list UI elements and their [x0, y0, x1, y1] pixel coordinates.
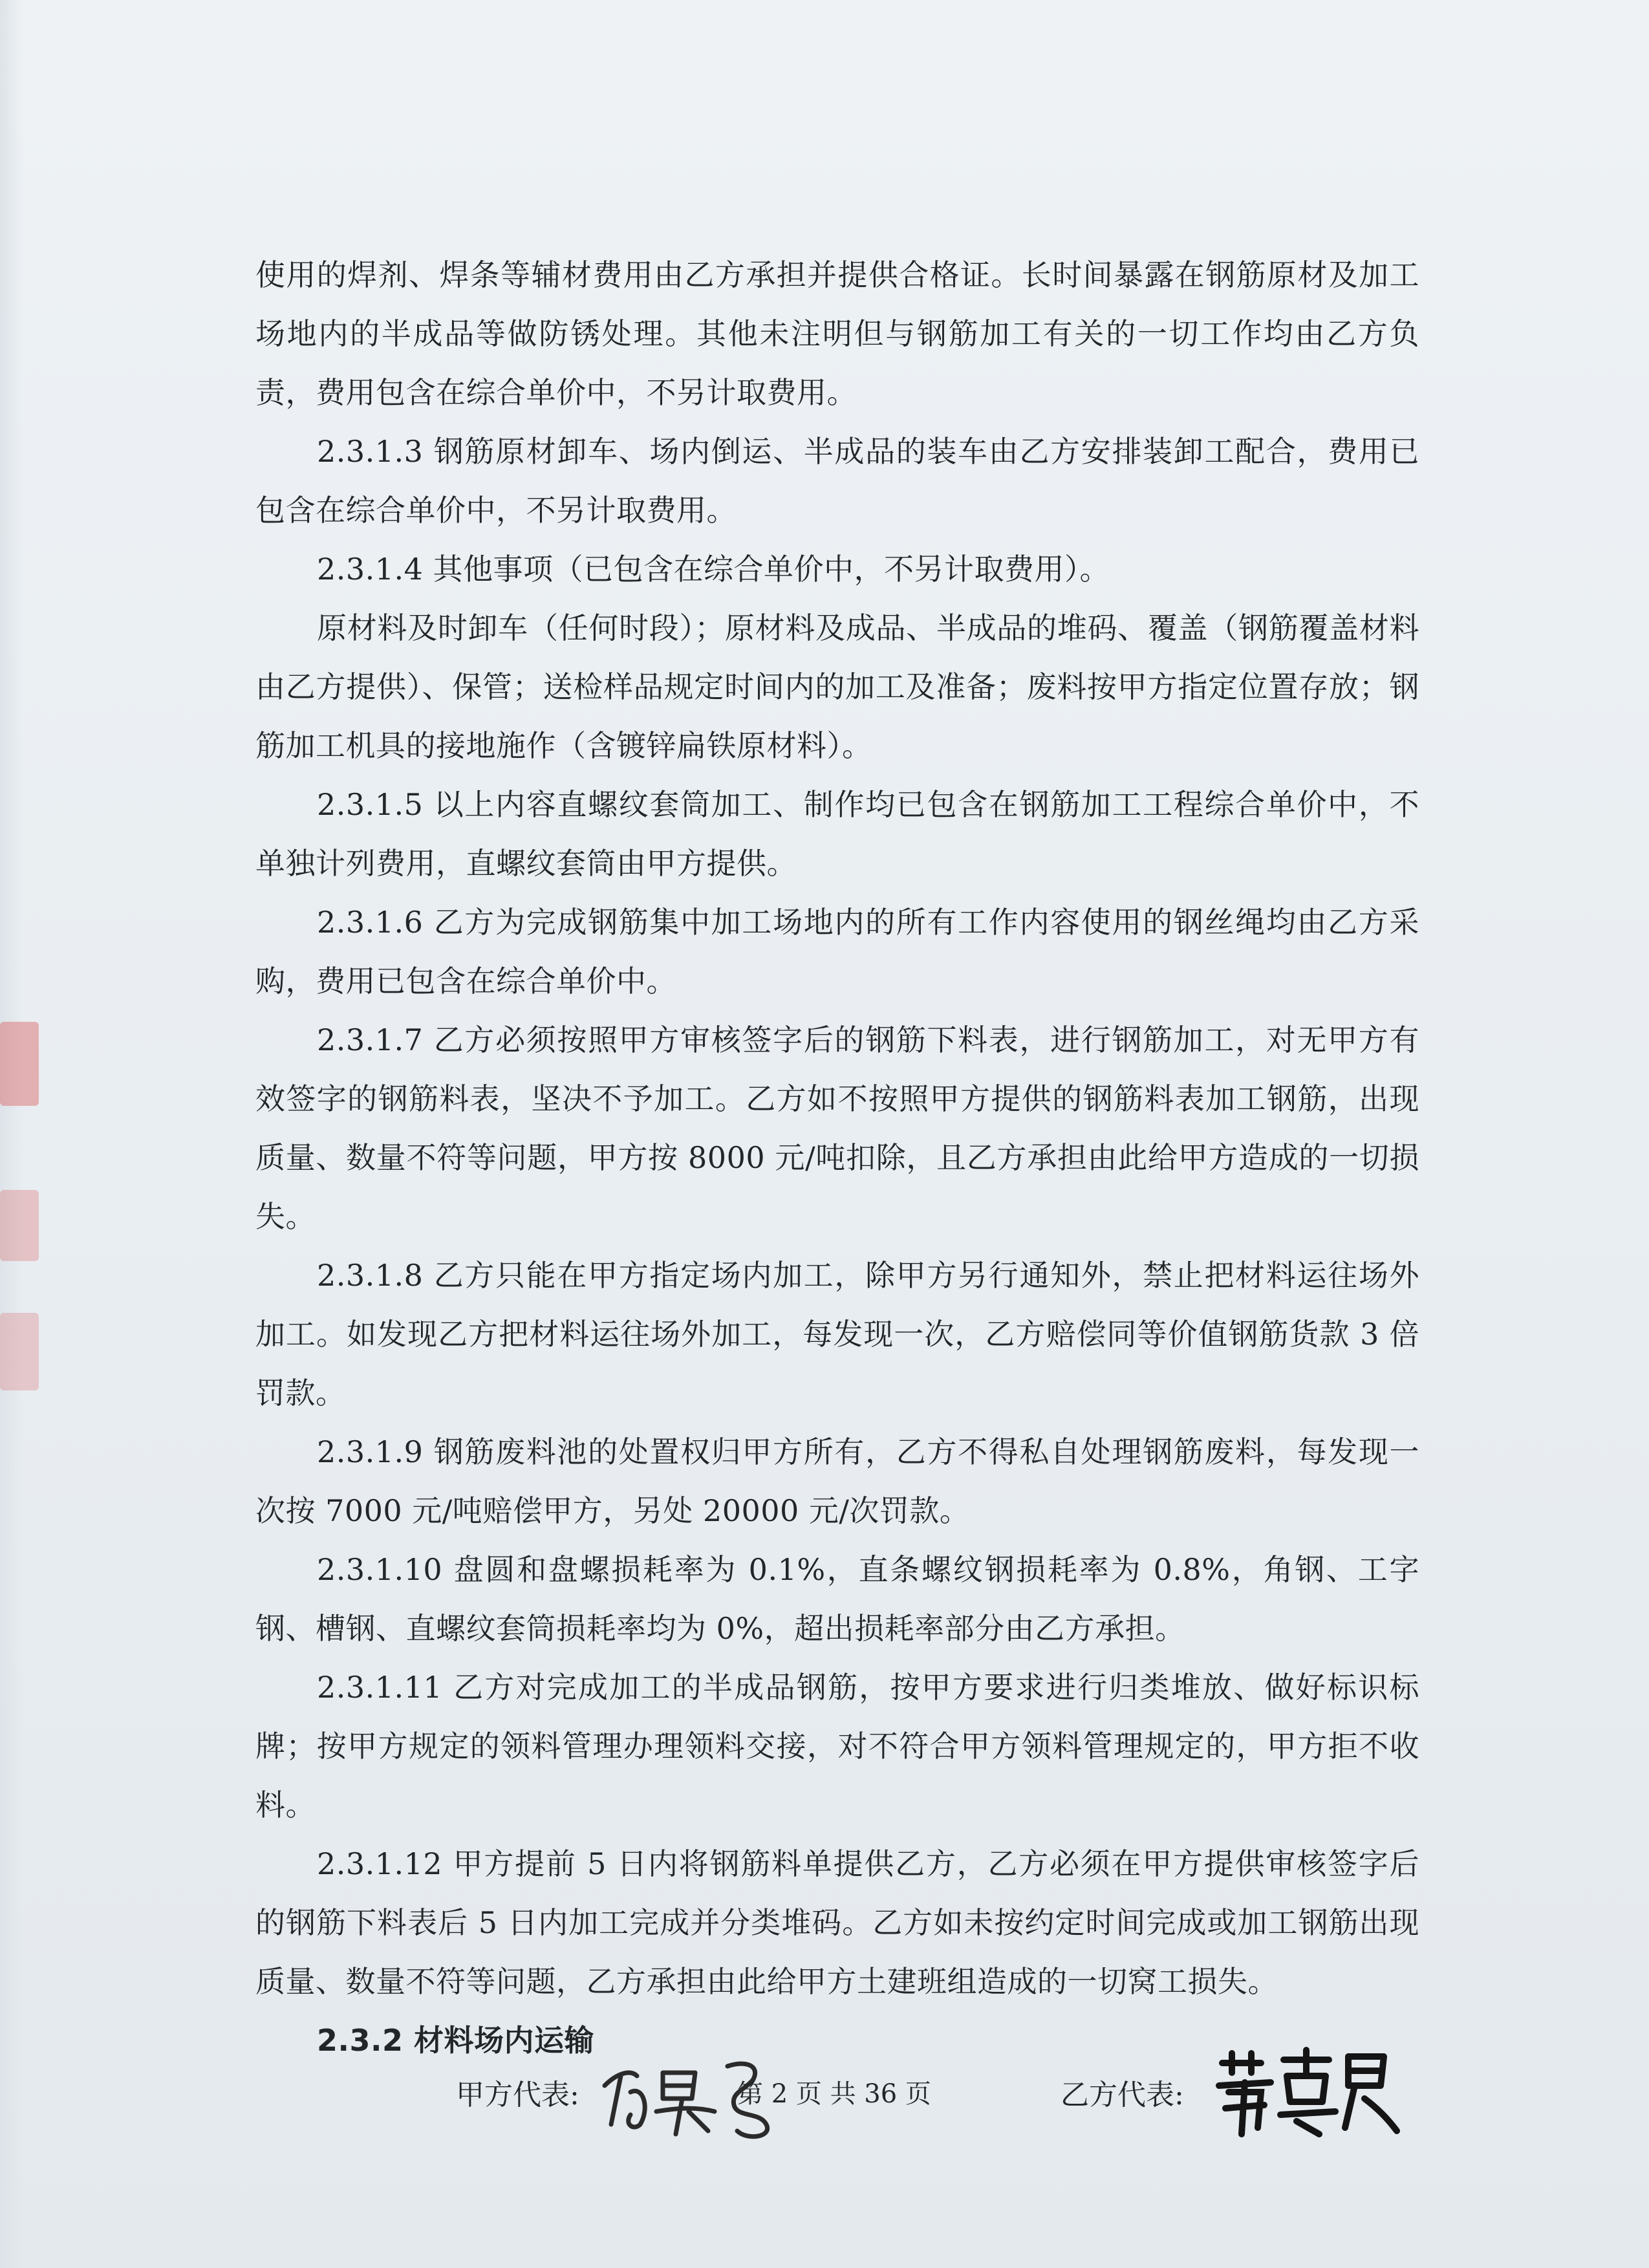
clause-2-3-1-4: 2.3.1.4 其他事项（已包含在综合单价中，不另计取费用）。 [317, 552, 1110, 587]
party-b-signature [1209, 2037, 1403, 2141]
red-seal-fragment [0, 1313, 39, 1390]
clause-2-3-1-7: 2.3.1.7 乙方必须按照甲方审核签字后的钢筋下料表，进行钢筋加工，对无甲方有效签字的钢筋料表，坚决不予加工。乙方如不按照甲方提供的钢筋料表加工钢筋，出现质量、数量不符等问题，甲方按 8000 元/吨扣除，且乙方承担由此给甲方造成的一切损失。 [255, 1022, 1419, 1234]
contract-body [255, 246, 1419, 2070]
section-heading-2-3-2: 2.3.2 材料场内运输 [317, 2023, 594, 2058]
clause-2-3-1-9: 2.3.1.9 钢筋废料池的处置权归甲方所有，乙方不得私自处理钢筋废料，每发现一次按 7000 元/吨赔偿甲方，另处 20000 元/次罚款。 [255, 1434, 1419, 1528]
clause-2-3-1-3: 2.3.1.3 钢筋原材卸车、场内倒运、半成品的装车由乙方安排装卸工配合，费用已包含在综合单价中，不另计取费用。 [255, 434, 1419, 528]
clause-2-3-1-6: 2.3.1.6 乙方为完成钢筋集中加工场地内的所有工作内容使用的钢丝绳均由乙方采购，费用已包含在综合单价中。 [255, 905, 1419, 999]
scan-left-edge [0, 0, 23, 2268]
clause-2-3-1-4-detail: 原材料及时卸车（任何时段）；原材料及成品、半成品的堆码、覆盖（钢筋覆盖材料由乙方提供）、保管；送检样品规定时间内的加工及准备；废料按甲方指定位置存放；钢筋加工机具的接地施作（含镀锌扁铁原材料）。 [255, 610, 1419, 763]
red-seal-fragment [0, 1190, 39, 1261]
clause-2-3-1-5: 2.3.1.5 以上内容直螺纹套筒加工、制作均已包含在钢筋加工工程综合单价中，不单独计列费用，直螺纹套筒由甲方提供。 [255, 787, 1419, 881]
party-b-label: 乙方代表: [1061, 2079, 1184, 2111]
page-number: 第 2 页 共 36 页 [737, 2079, 931, 2109]
party-a-label: 甲方代表: [456, 2079, 579, 2111]
clause-2-3-1-11: 2.3.1.11 乙方对完成加工的半成品钢筋，按甲方要求进行归类堆放、做好标识标牌；按甲方规定的领料管理办理领料交接，对不符合甲方领料管理规定的，甲方拒不收料。 [255, 1670, 1419, 1822]
paragraph: 使用的焊剂、焊条等辅材费用由乙方承担并提供合格证。长时间暴露在钢筋原材及加工场地内的半成品等做防锈处理。其他未注明但与钢筋加工有关的一切工作均由乙方负责，费用包含在综合单价中，不另计取费用。 [255, 257, 1419, 410]
clause-2-3-1-8: 2.3.1.8 乙方只能在甲方指定场内加工，除甲方另行通知外，禁止把材料运往场外加工。如发现乙方把材料运往场外加工，每发现一次，乙方赔偿同等价值钢筋货款 3 倍罚款。 [255, 1258, 1419, 1410]
clause-2-3-1-10: 2.3.1.10 盘圆和盘螺损耗率为 0.1%，直条螺纹钢损耗率为 0.8%，角钢、工字钢、槽钢、直螺纹套筒损耗率均为 0%，超出损耗率部分由乙方承担。 [255, 1552, 1419, 1646]
page-footer [0, 2063, 1649, 2154]
clause-2-3-1-12: 2.3.1.12 甲方提前 5 日内将钢筋料单提供乙方，乙方必须在甲方提供审核签字后的钢筋下料表后 5 日内加工完成并分类堆码。乙方如未按约定时间完成或加工钢筋出现质量、数量不符等问题，乙方承担由此给甲方土建班组造成的一切窝工损失。 [255, 1846, 1419, 1999]
red-seal-fragment [0, 1022, 39, 1106]
